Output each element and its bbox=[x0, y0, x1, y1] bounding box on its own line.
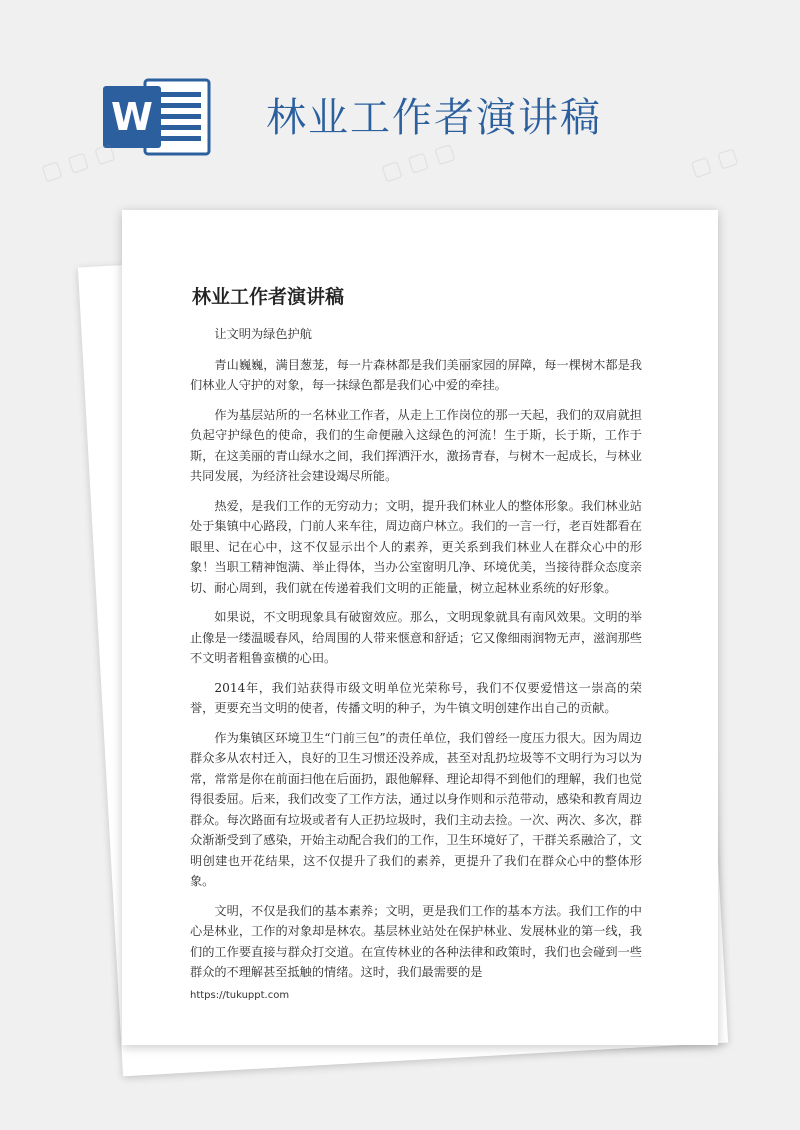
watermark: ▢ ▢ bbox=[687, 143, 742, 182]
word-document-icon bbox=[103, 78, 213, 156]
watermark: ▢ ▢ ▢ bbox=[378, 138, 459, 187]
document-subtitle: 让文明为绿色护航 bbox=[214, 327, 312, 341]
document-title: 林业工作者演讲稿 bbox=[192, 286, 345, 308]
paragraph: 文明，不仅是我们的基本素养；文明，更是我们工作的基本方法。我们工作的中心是林业，工作的对象却是林农。基层林业站处在保护林业、发展林业的第一线，我们的工作要直接与群众打交道。在宣传林业的各种法律和政策时，我们也会碰到一些群众的不理解甚至抵触的情绪。这时，我们最需要的是 bbox=[190, 903, 642, 979]
paragraph: 作为集镇区环境卫生“门前三包”的责任单位，我们曾经一度压力很大。因为周边群众多从农村迁入，良好的卫生习惯还没养成，甚至对乱扔垃圾等不文明行为习以为常，常常是你在前面扫他在后面扔，跟他解释、理论却得不到他们的理解，我们也觉得很委屈。后来，我们改变了工作方法，通过以身作则和示范带动，感染和教育周边群众。每次路面有垃圾或者有人正扔垃圾时，我们主动去捡。一次、两次、多次，群众渐渐受到了感染，开始主动配合我们的工作，卫生环境好了，干群关系融洽了，文明创建也开花结果，这不仅提升了我们的素养，更提升了我们在群众心中的整体形象。 bbox=[190, 730, 642, 888]
watermark: ▢ ▢ ▢ bbox=[38, 138, 119, 187]
paragraph: 如果说，不文明现象具有破窗效应。那么，文明现象就具有南风效果。文明的举止像是一缕温暖春风，给周围的人带来惬意和舒适；它又像细雨润物无声，滋润那些不文明者粗鲁蛮横的心田。 bbox=[190, 610, 642, 665]
paragraph: 热爱，是我们工作的无穷动力；文明，提升我们林业人的整体形象。我们林业站处于集镇中心路段，门前人来车往，周边商户林立。我们的一言一行，老百姓都看在眼里、记在心中，这不仅显示出个人的素养，更关系到我们林业人在群众心中的形象！当职工精神饱满、举止得体，当办公室窗明几净、环境优美，当接待群众态度亲切、耐心周到，我们就在传递着我们文明的正能量，树立起林业系统的好形象。 bbox=[190, 498, 642, 595]
page-header-title: 林业工作者演讲稿 bbox=[266, 95, 602, 141]
document-page bbox=[122, 210, 718, 1045]
svg-text:W: W bbox=[111, 95, 153, 139]
document-body bbox=[190, 324, 642, 992]
paragraph: 作为基层站所的一名林业工作者，从走上工作岗位的那一天起，我们的双肩就担负起守护绿色的使命，我们的生命便融入这绿色的河流！生于斯，长于斯，工作于斯，在这美丽的青山绿水之间，我们挥洒汗水，激扬青春，与树木一起成长，与林业共同发展，为经济社会建设竭尽所能。 bbox=[190, 407, 642, 483]
document-footer-url: https://tukuppt.com bbox=[190, 990, 290, 1001]
paragraph: 2014年，我们站获得市级文明单位光荣称号，我们不仅要爱惜这一崇高的荣誉，更要充当文明的使者，传播文明的种子，为牛镇文明创建作出自己的贡献。 bbox=[190, 680, 642, 715]
paragraph: 青山巍巍，满目葱茏，每一片森林都是我们美丽家园的屏障，每一棵树木都是我们林业人守护的对象，每一抹绿色都是我们心中爱的牵挂。 bbox=[190, 357, 642, 392]
